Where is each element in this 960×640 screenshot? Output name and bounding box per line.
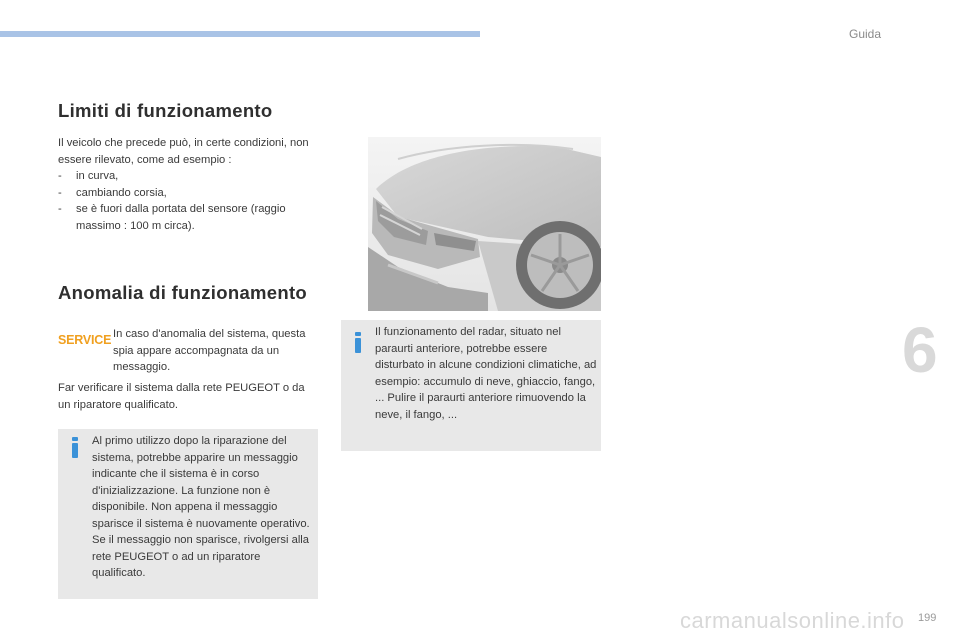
service-warning-icon: SERVICE — [58, 332, 112, 348]
watermark: carmanualsonline.info — [680, 608, 905, 633]
list-item: - in curva, — [58, 170, 119, 182]
section-label: Guida — [849, 27, 882, 41]
limiti-intro: Il veicolo che precede può, in certe condizioni, non essere rilevato, come ad esempio : — [58, 137, 309, 166]
car-front-image — [368, 137, 601, 311]
info-box-text: Il funzionamento del radar, situato nel paraurti anteriore, potrebbe essere disturbato in alcune condizioni climatiche, ad esempio: accumulo di neve, ghiaccio, fango, ... Pulire il paraurti anteriore rimuovendo la neve, il fango, ... — [375, 326, 597, 421]
info-box-first-use — [58, 429, 318, 599]
anomalia-text: In caso d'anomalia del sistema, questa spia appare accompagnata da un messaggio. — [113, 328, 306, 373]
page-number: 199 — [918, 612, 937, 624]
info-box-radar — [341, 320, 601, 451]
info-box-text: Al primo utilizzo dopo la riparazione del sistema, potrebbe apparire un messaggio indicante che il sistema è in corso d'inizializzazione. La funzione non è disponibile. Non appena il messaggio sparisce il sistema è nuovamente operativo. Se il messaggio non sparisce, rivolgersi alla rete PEUGEOT o ad un riparatore qualificato. — [92, 435, 310, 579]
chapter-number: 6 — [902, 314, 938, 386]
list-item: - se è fuori dalla portata del sensore (raggio massimo : 100 m circa). — [58, 203, 286, 232]
list-item: - cambiando corsia, — [58, 186, 167, 199]
anomalia-heading: Anomalia di funzionamento — [58, 282, 308, 303]
anomalia-far-text: Far verificare il sistema dalla rete PEUGEOT o da un riparatore qualificato. — [58, 382, 305, 411]
limiti-heading: Limiti di funzionamento — [58, 100, 273, 121]
header-accent-bar — [0, 31, 480, 37]
limiti-list — [58, 168, 320, 234]
